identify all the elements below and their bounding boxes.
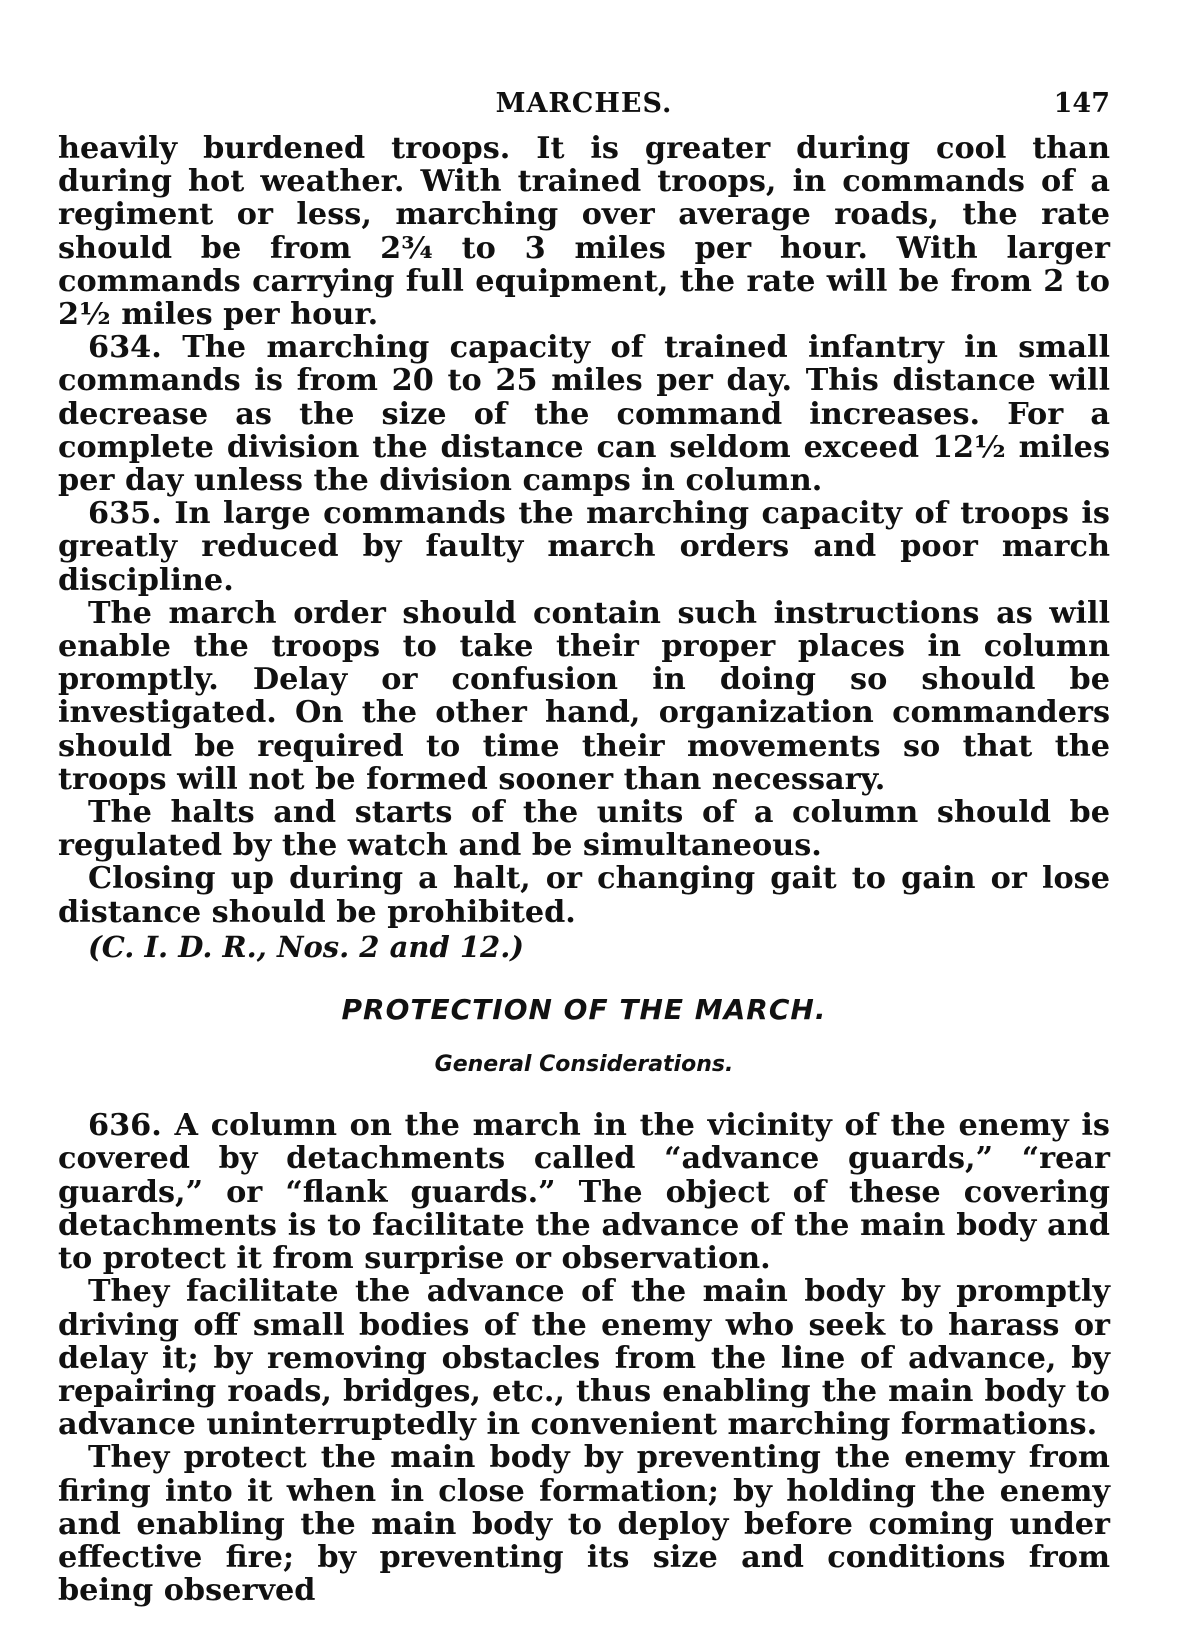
paragraph-halts: The halts and starts of the units of a column should be regulated by the watch and be simultaneous. bbox=[58, 795, 1110, 864]
paragraph-text: The marching capacity of trained infantry in small commands is from 20 to 25 miles per day. This distance will decrease as the size of the command increases. For a complete division the distance can seldom exceed 12½ miles per day unless the division camps in column. bbox=[58, 330, 1110, 499]
paragraph-text: A column on the march in the vicinity of the enemy is covered by detachments called “advance guards,” “rear guards,” or “flank guards.” The object of these covering detachments is to facilitate the advance of the main body and to protect it from surprise or observation. bbox=[58, 1108, 1110, 1277]
body-text bbox=[58, 132, 1110, 1607]
citation: (C. I. D. R., Nos. 2 and 12.) bbox=[88, 929, 525, 964]
section-heading: PROTECTION OF THE MARCH. bbox=[341, 992, 827, 1026]
running-head bbox=[58, 88, 1110, 132]
paragraph-634 bbox=[58, 331, 1110, 497]
paragraph-facilitate: They facilitate the advance of the main body by promptly driving off small bodies of the enemy who seek to harass or delay it; by removing obstacles from the line of advance, by repairing roads, bridges, etc., thus enabling the main body to advance uninterruptedly in convenient marching formations. bbox=[58, 1274, 1110, 1443]
paragraph-number: 636. bbox=[88, 1108, 162, 1144]
paragraph-635 bbox=[58, 497, 1110, 597]
paragraph-march-order: The march order should contain such instructions as will enable the troops to take their proper places in column promptly. Delay or confusion in doing so should be investigated. On the other hand, organization commanders should be required to time their movements so that the troops will not be formed sooner than necessary. bbox=[58, 595, 1110, 797]
subsection-heading: General Considerations. bbox=[434, 1052, 734, 1078]
running-title: MARCHES. bbox=[495, 88, 673, 119]
paragraph-text: In large commands the marching capacity of troops is greatly reduced by faulty march orders and poor march discipline. bbox=[58, 496, 1110, 598]
paragraph-protect: They protect the main body by preventing the enemy from firing into it when in close formation; by holding the enemy and enabling the main body to deploy before coming under effective fire; by preventing its size and conditions from being observed bbox=[58, 1440, 1110, 1609]
paragraph-continuation: heavily burdened troops. It is greater during cool than during hot weather. With trained troops, in commands of a regiment or less, marching over average roads, the rate should be from 2¾ to 3 miles per hour. With larger commands carrying full equipment, the rate will be from 2 to 2½ miles per hour. bbox=[58, 131, 1110, 333]
paragraph-636 bbox=[58, 1109, 1110, 1275]
page-number: 147 bbox=[1053, 88, 1110, 119]
book-page bbox=[58, 88, 1110, 1609]
paragraph-closing-up: Closing up during a halt, or changing gait to gain or lose distance should be prohibited. bbox=[58, 861, 1110, 930]
paragraph-number: 635. bbox=[88, 496, 162, 532]
paragraph-number: 634. bbox=[88, 330, 162, 366]
